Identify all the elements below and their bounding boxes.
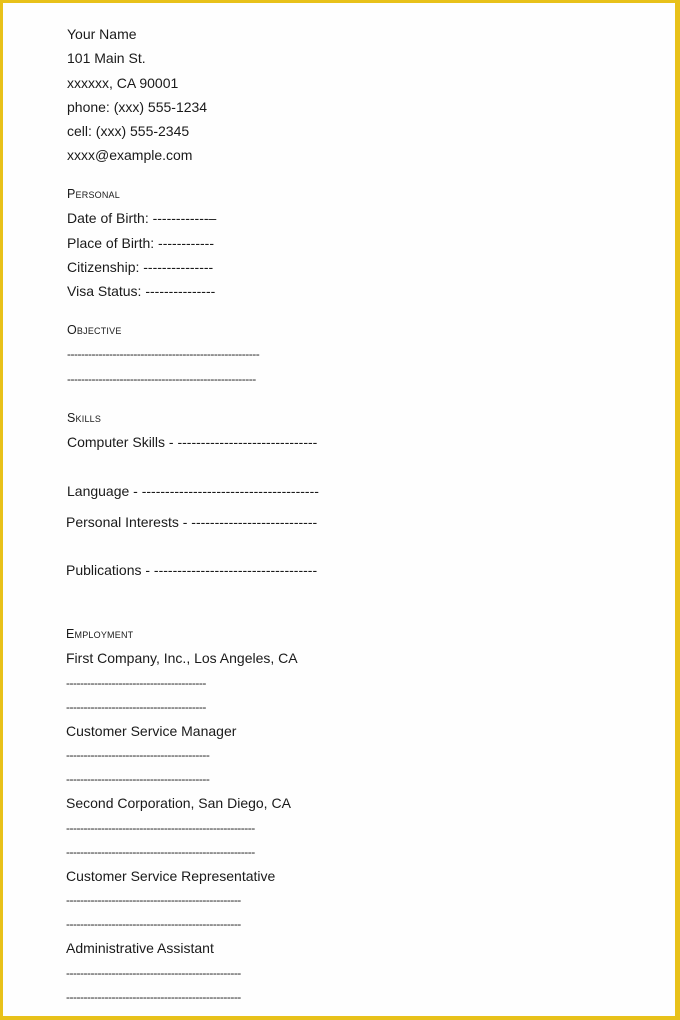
personal-heading: Personal <box>67 187 120 201</box>
objective-line: ------------------------------------------------------- <box>67 347 260 361</box>
citizenship: Citizenship: --------------- <box>67 259 214 275</box>
address-street: 101 Main St. <box>67 50 146 66</box>
employment-heading: Employment <box>66 627 134 641</box>
personal-interests: Personal Interests - --------------------------- <box>66 514 318 530</box>
place-of-birth: Place of Birth: ------------ <box>67 235 214 251</box>
job-title: Customer Service Representative <box>66 868 276 884</box>
skills-heading: Skills <box>67 411 102 425</box>
job-detail-line: -------------------------------------------------- <box>66 966 241 980</box>
employer-name: Second Corporation, San Diego, CA <box>66 795 291 811</box>
job-title: Administrative Assistant <box>66 940 214 956</box>
job-detail-line: ---------------------------------------- <box>66 700 206 714</box>
resume-name: Your Name <box>67 26 137 42</box>
address-city: xxxxxx, CA 90001 <box>67 75 179 91</box>
resume-page <box>3 3 675 1016</box>
computer-skills: Computer Skills - ------------------------------ <box>67 434 318 450</box>
job-detail-line: -------------------------------------------------- <box>66 893 241 907</box>
phone-number: phone: (xxx) 555-1234 <box>67 99 208 115</box>
language-skills: Language - -------------------------------------- <box>67 483 319 499</box>
job-detail-line: ----------------------------------------- <box>66 748 210 762</box>
employer-name: First Company, Inc., Los Angeles, CA <box>66 650 298 666</box>
job-detail-line: ------------------------------------------------------ <box>66 821 255 835</box>
objective-line: ------------------------------------------------------ <box>67 372 256 386</box>
email-address: xxxx@example.com <box>67 147 193 163</box>
job-detail-line: -------------------------------------------------- <box>66 917 241 931</box>
date-of-birth: Date of Birth: ------------– <box>67 210 217 226</box>
job-detail-line: ----------------------------------------- <box>66 772 210 786</box>
objective-heading: Objective <box>67 323 122 337</box>
job-title: Customer Service Manager <box>66 723 237 739</box>
publications: Publications - ----------------------------------- <box>66 562 318 578</box>
job-detail-line: ---------------------------------------- <box>66 676 206 690</box>
cell-number: cell: (xxx) 555-2345 <box>67 123 190 139</box>
visa-status: Visa Status: --------------- <box>67 283 216 299</box>
job-detail-line: -------------------------------------------------- <box>66 990 241 1004</box>
job-detail-line: ------------------------------------------------------ <box>66 845 255 859</box>
